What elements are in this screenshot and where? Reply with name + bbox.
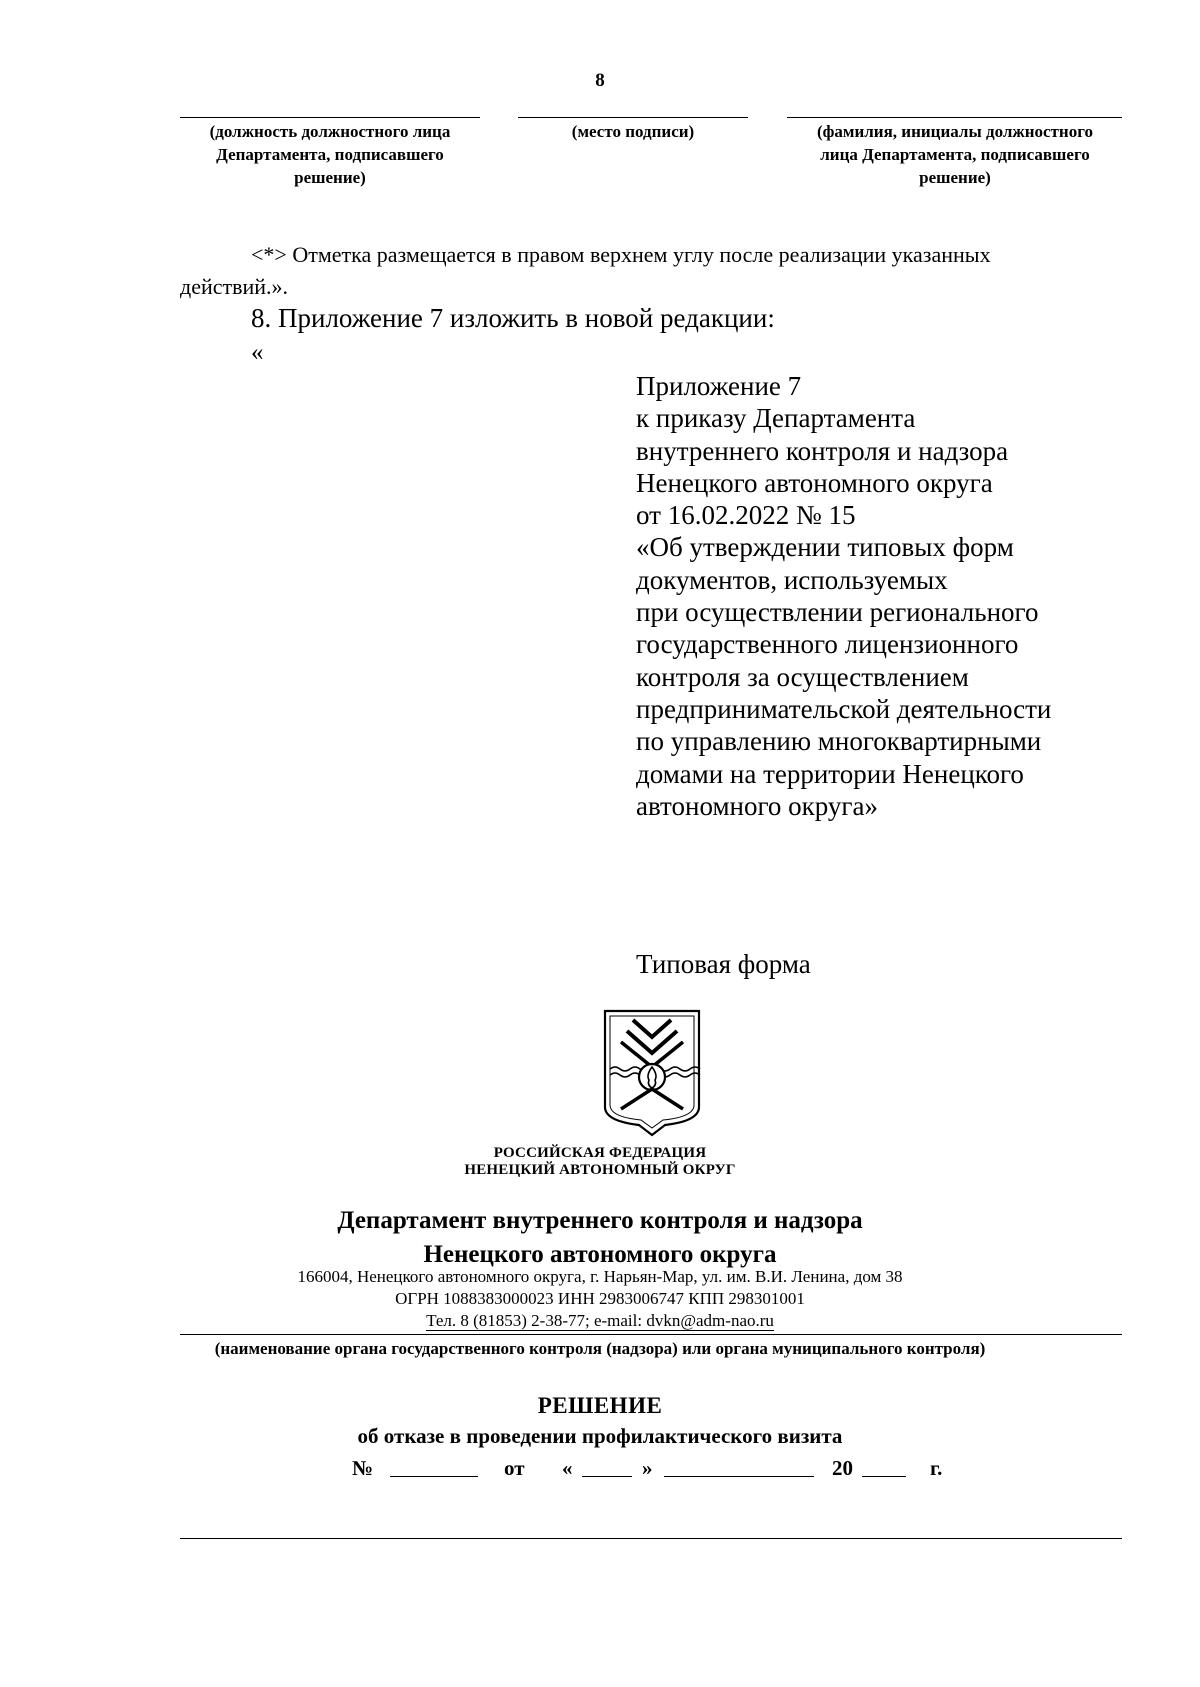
month-blank[interactable] [664, 1454, 814, 1477]
from-word: от [504, 1456, 525, 1480]
decision-number-row [352, 1454, 972, 1484]
appendix-line: «Об утверждении типовых форм [636, 532, 1014, 563]
org-rule [180, 1334, 1122, 1335]
appendix-line: по управлению многоквартирными [636, 726, 1042, 757]
appendix-line: документов, используемых [636, 564, 948, 595]
appendix-line: к приказу Департамента [636, 403, 916, 434]
signature-line-name [787, 117, 1122, 118]
quote-open: « [562, 1456, 573, 1480]
open-quote: « [251, 339, 264, 366]
year-blank[interactable] [862, 1454, 906, 1477]
appendix-line: Приложение 7 [636, 371, 802, 401]
appendix-line: внутреннего контроля и надзора [636, 435, 1009, 466]
contacts-text: Тел. 8 (81853) 2-38-77; e-mail: dvkn@adm-nao.ru [426, 1311, 774, 1330]
number-blank[interactable] [390, 1454, 478, 1477]
caption-line: лица Департамента, подписавшего [820, 145, 1090, 164]
department-name [0, 1204, 1200, 1272]
quote-close: » [642, 1456, 653, 1480]
caption-line: (место подписи) [571, 122, 695, 141]
appendix-line: при осуществлении регионального [636, 597, 1039, 628]
footnote-line: <*> Отметка размещается в правом верхнем углу после реализации указанных [251, 242, 991, 267]
appendix-line: автономного округа» [636, 790, 878, 821]
number-sign: № [352, 1456, 374, 1480]
caption-line: (фамилия, инициалы должностного [816, 122, 1094, 141]
signature-caption-name [780, 120, 1130, 189]
appendix-line: домами на территории Ненецкого [636, 758, 1024, 789]
caption-line: (должность должностного лица [209, 122, 451, 141]
footnote-end: действий.». [180, 274, 289, 299]
org-caption: (наименование органа государственного контроля (надзора) или органа муниципального контроля) [214, 1339, 986, 1358]
appendix-line: предпринимательской деятельности [636, 693, 1052, 724]
federation-header [0, 1145, 1200, 1179]
department-address [0, 1266, 1200, 1310]
signature-caption-position [175, 120, 485, 189]
instruction: 8. Приложение 7 изложить в новой редакции: [251, 303, 775, 333]
contacts [0, 1310, 1200, 1332]
registration-line: ОГРН 1088383000023 ИНН 2983006747 КПП 298301001 [395, 1289, 805, 1308]
address-line: 166004, Ненецкого автономного округа, г. Нарьян-Мар, ул. им. В.И. Ленина, дом 38 [297, 1267, 903, 1286]
nao-coat-of-arms-icon [603, 1009, 701, 1137]
year-suffix: г. [930, 1456, 943, 1480]
year-prefix: 20 [832, 1456, 853, 1480]
bottom-rule [180, 1538, 1122, 1539]
appendix-line: государственного лицензионного [636, 629, 1019, 660]
decision-subtitle: об отказе в проведении профилактического визита [357, 1424, 843, 1448]
caption-line: Департамента, подписавшего [216, 145, 444, 164]
country-name: РОССИЙСКАЯ ФЕДЕРАЦИЯ [493, 1145, 707, 1161]
signature-caption-place [518, 120, 748, 143]
appendix-line: от 16.02.2022 № 15 [636, 500, 856, 531]
decision-title: РЕШЕНИЕ [537, 1393, 663, 1418]
signature-line-position [180, 117, 480, 118]
appendix-block [636, 370, 1136, 822]
region-name: НЕНЕЦКИЙ АВТОНОМНЫЙ ОКРУГ [464, 1162, 736, 1178]
page-number: 8 [595, 70, 605, 91]
department-line: Ненецкого автономного округа [423, 1241, 777, 1268]
form-type: Типовая форма [636, 949, 811, 979]
day-blank[interactable] [582, 1454, 632, 1477]
caption-line: решение) [919, 168, 991, 187]
caption-line: решение) [294, 168, 366, 187]
appendix-line: контроля за осуществлением [636, 661, 969, 692]
signature-line-place [518, 117, 748, 118]
footnote [180, 239, 1115, 271]
department-line: Департамент внутреннего контроля и надзора [337, 1207, 863, 1234]
appendix-line: Ненецкого автономного округа [636, 467, 993, 498]
